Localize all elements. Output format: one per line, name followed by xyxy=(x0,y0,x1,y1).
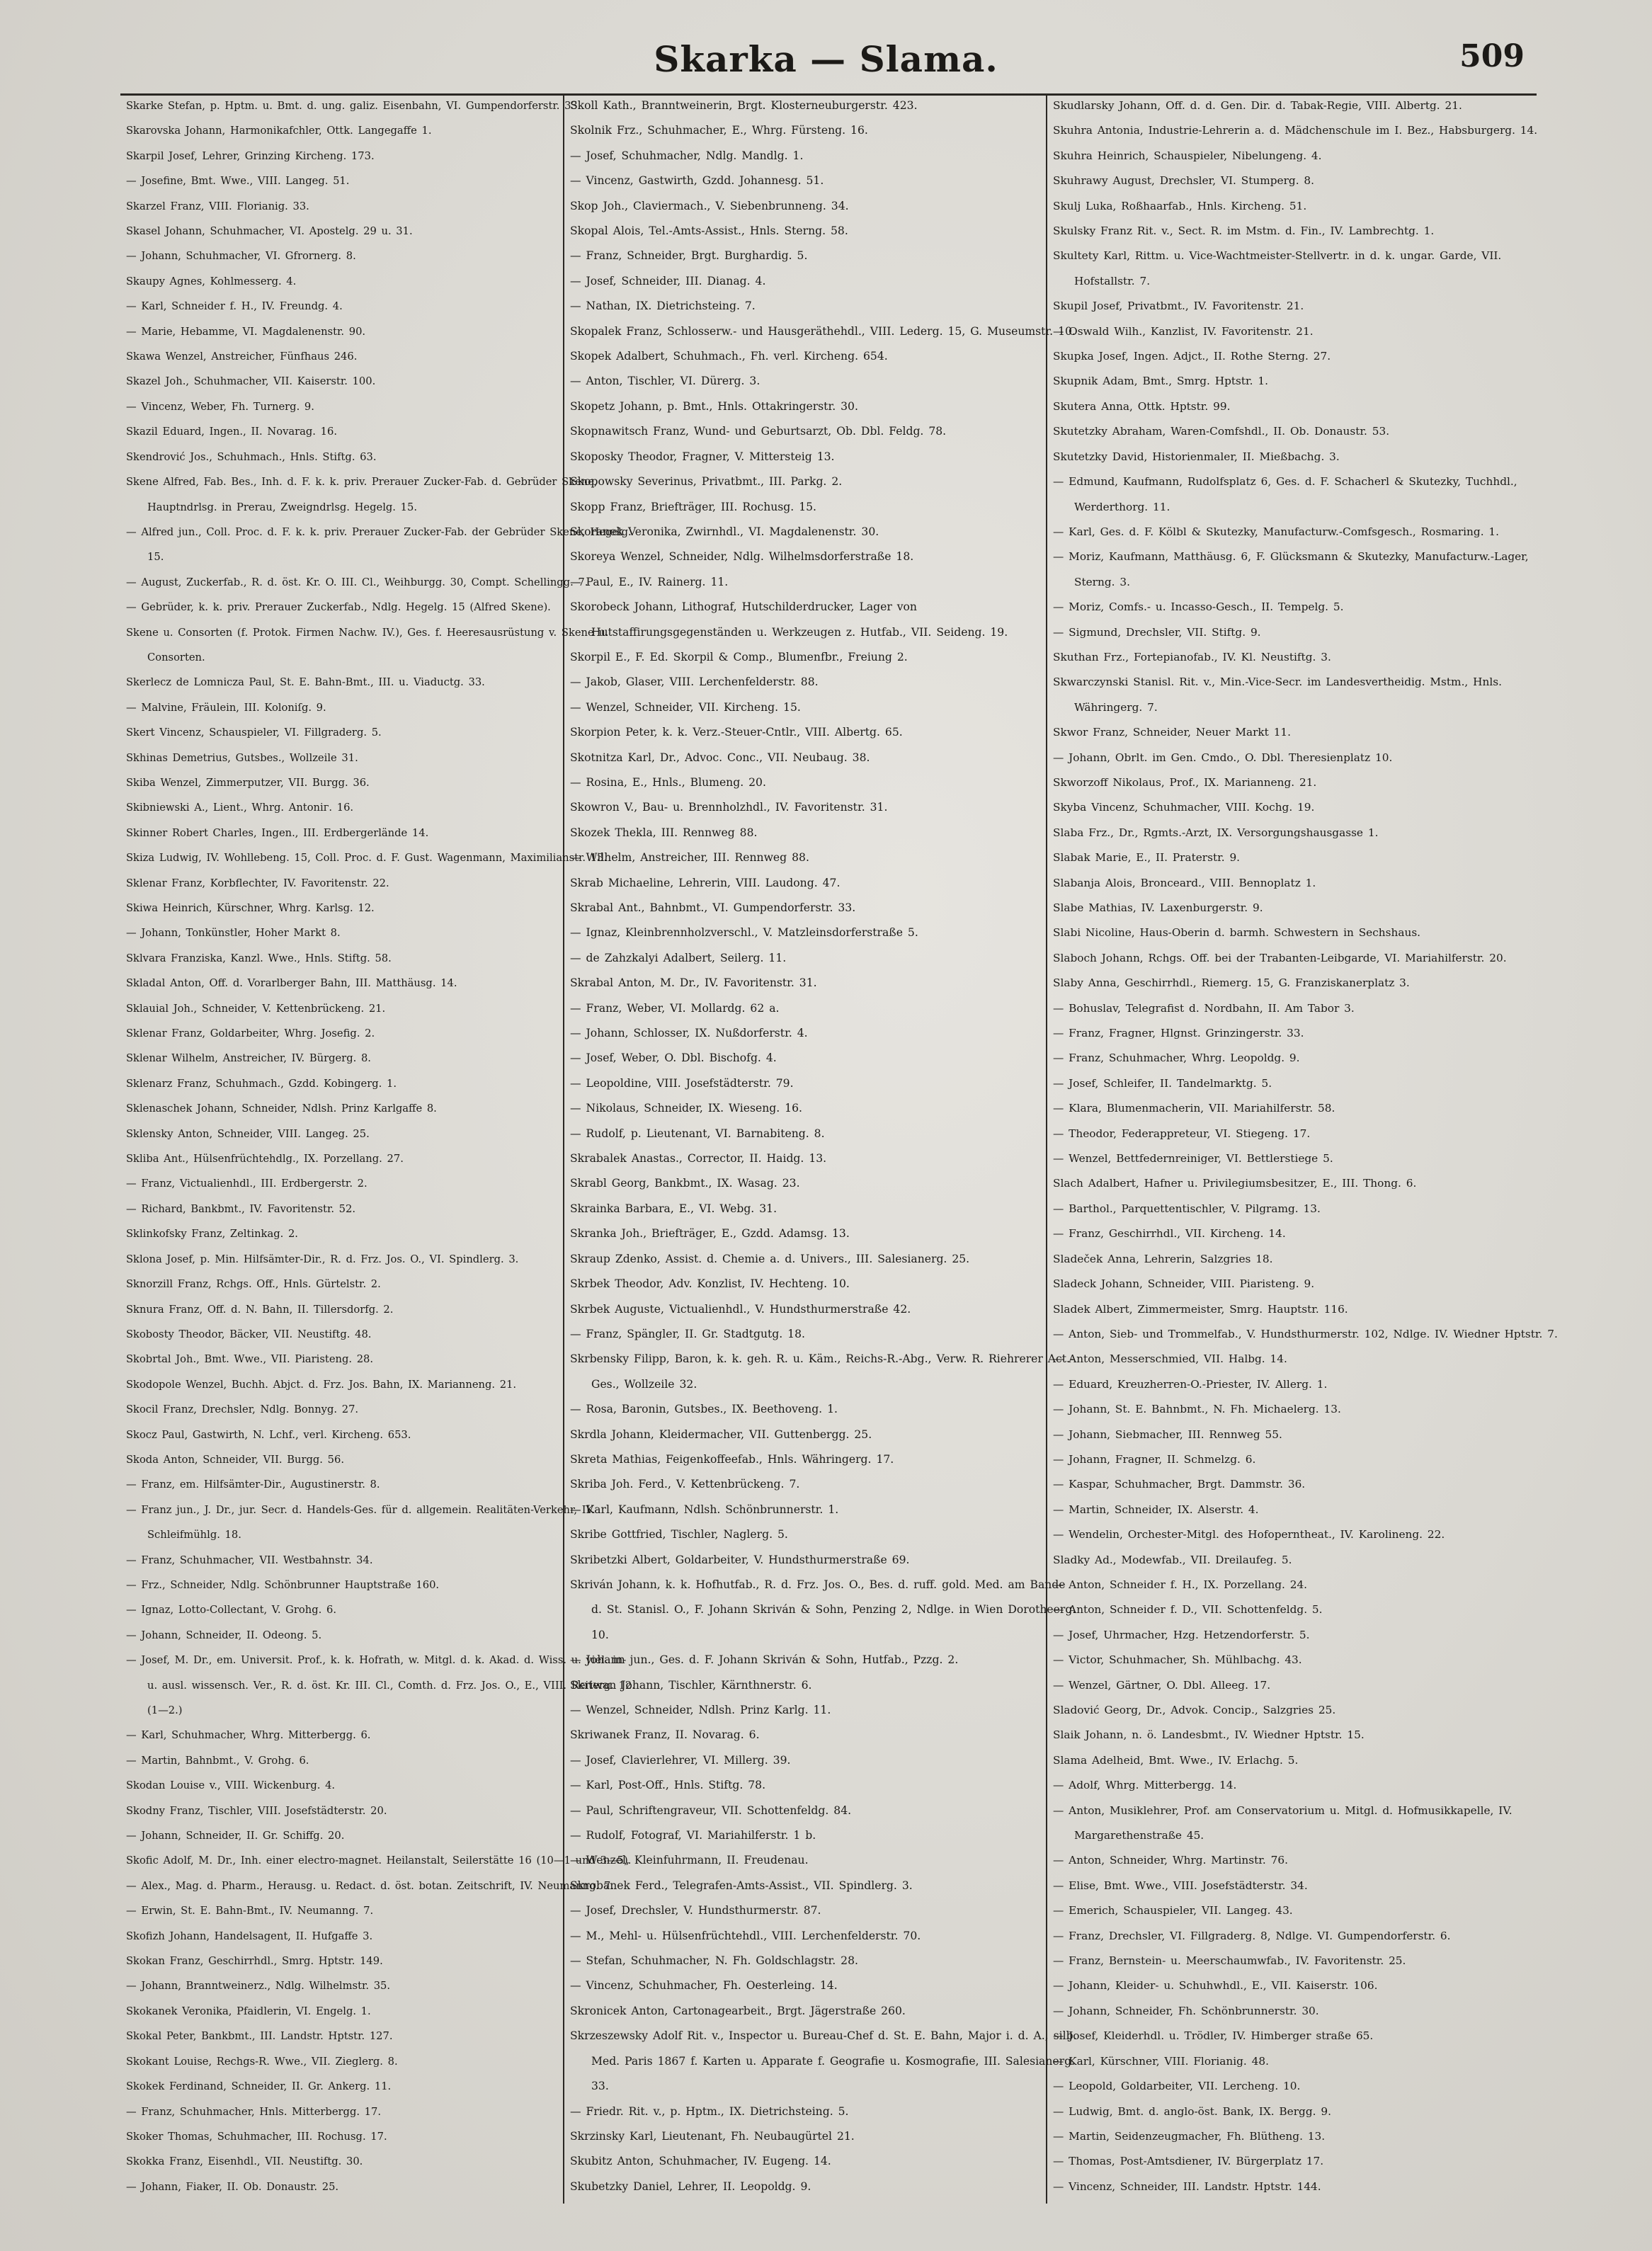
directory-entry: — Johann, Schuhmacher, VI. Gfrornerg. 8. xyxy=(126,250,356,263)
directory-entry: Skawa Wenzel, Anstreicher, Fünfhaus 246. xyxy=(126,351,358,363)
directory-entry: Skulsky Franz Rit. v., Sect. R. im Mstm. d. Fin., IV. Lambrechtg. 1. xyxy=(1053,224,1435,238)
directory-entry: — Klara, Blumenmacherin, VII. Mariahilferstr. 58. xyxy=(1053,1102,1335,1115)
directory-entry: — Wenzel, Bettfedernreiniger, VI. Bettlerstiege 5. xyxy=(1053,1152,1333,1166)
directory-entry: Slabanja Alois, Bronceard., VIII. Bennoplatz 1. xyxy=(1053,876,1316,889)
directory-entry: — Wenzel, Gärtner, O. Dbl. Alleeg. 17. xyxy=(1053,1678,1271,1692)
directory-entry: — Anton, Schneider f. H., IX. Porzellang. 24. xyxy=(1053,1578,1308,1591)
directory-entry: Skoda Anton, Schneider, VII. Burgg. 56. xyxy=(126,1453,344,1466)
page-title: Skarka — Slama. xyxy=(654,38,998,80)
directory-entry: — Franz, Spängler, II. Gr. Stadtgutg. 18. xyxy=(570,1327,805,1340)
directory-entry: Skodan Louise v., VIII. Wickenburg. 4. xyxy=(126,1779,336,1792)
directory-entry: — Ignaz, Kleinbrennholzverschl., V. Matzleinsdorferstraße 5. xyxy=(570,926,918,940)
directory-entry: — Rosa, Baronin, Gutsbes., IX. Beethoveng. 1. xyxy=(570,1403,838,1416)
directory-entry: Sladek Albert, Zimmermeister, Smrg. Hauptstr. 116. xyxy=(1053,1302,1348,1316)
directory-entry: Slaba Frz., Dr., Rgmts.-Arzt, IX. Versorgungshausgasse 1. xyxy=(1053,826,1379,839)
directory-entry: Slaby Anna, Geschirrhdl., Riemerg. 15, G. Franziskanerplatz 3. xyxy=(1053,976,1410,990)
directory-entry: Skrabalek Anastas., Corrector, II. Haidg. 13. xyxy=(570,1152,827,1166)
directory-entry: Skupka Josef, Ingen. Adjct., II. Rothe Sterng. 27. xyxy=(1053,350,1331,363)
directory-entry: — Franz, Fragner, Hlgnst. Grinzingerstr. 33. xyxy=(1053,1027,1304,1040)
directory-entry: Skotnitza Karl, Dr., Advoc. Conc., VII. Neubaug. 38. xyxy=(570,751,870,764)
directory-entry: — Jakob, Glaser, VIII. Lerchenfelderstr. 88. xyxy=(570,676,819,689)
directory-entry: — Nathan, IX. Dietrichsteing. 7. xyxy=(570,300,756,313)
directory-entry: — Friedr. Rit. v., p. Hptm., IX. Dietrichsteing. 5. xyxy=(570,2104,849,2118)
directory-entry: — Moriz, Comfs.- u. Incasso-Gesch., II. Tempelg. 5. xyxy=(1053,600,1344,614)
directory-entry: — Franz, Bernstein- u. Meerschaumwfab., IV. Favoritenstr. 25. xyxy=(1053,1954,1406,1968)
directory-entry: Skriván Johann, k. k. Hofhutfab., R. d. Frz. Jos. O., Bes. d. ruff. gold. Med. am Bande d. St. Stanisl. O., F. Johann Skriván & Sohn, Penzing 2, Ndlge. in Wien Dorotheerg. 10. xyxy=(570,1578,1076,1641)
directory-entry: Skokek Ferdinand, Schneider, II. Gr. Ankerg. 11. xyxy=(126,2080,392,2093)
directory-entry: — Gebrüder, k. k. priv. Prerauer Zuckerfab., Ndlg. Hegelg. 15 (Alfred Skene). xyxy=(126,601,551,614)
directory-entry: Skrabal Ant., Bahnbmt., VI. Gumpendorferstr. 33. xyxy=(570,901,856,914)
directory-entry: — Franz, Drechsler, VI. Fillgraderg. 8, Ndlge. VI. Gumpendorferstr. 6. xyxy=(1053,1929,1451,1942)
directory-entry: Skoreya Wenzel, Schneider, Ndlg. Wilhelmsdorferstraße 18. xyxy=(570,550,914,564)
directory-entry: Skribetzki Albert, Goldarbeiter, V. Hundsthurmerstraße 69. xyxy=(570,1553,910,1566)
directory-entry: — Johann, Schneider, II. Odeong. 5. xyxy=(126,1629,322,1641)
directory-entry: — Martin, Seidenzeugmacher, Fh. Blütheng. 13. xyxy=(1053,2129,1326,2143)
directory-entry: — August, Zuckerfab., R. d. öst. Kr. O. III. Cl., Weihburgg. 30, Compt. Schellingg. 7. xyxy=(126,576,588,588)
directory-entry: — Emerich, Schauspieler, VII. Langeg. 43. xyxy=(1053,1904,1293,1917)
directory-entry: — Karl, Kaufmann, Ndlsh. Schönbrunnerstr. 1. xyxy=(570,1503,839,1516)
directory-entry: — Josef, Schuhmacher, Ndlg. Mandlg. 1. xyxy=(570,149,804,162)
directory-entry: Skwor Franz, Schneider, Neuer Markt 11. xyxy=(1053,726,1292,739)
directory-entry: — Johann, Fragner, II. Schmelzg. 6. xyxy=(1053,1452,1256,1466)
directory-entry: — Johann, Tonkünstler, Hoher Markt 8. xyxy=(126,927,341,940)
directory-entry: Skreta Mathias, Feigenkoffeefab., Hnls. Währingerg. 17. xyxy=(570,1452,894,1466)
directory-entry: Skopnawitsch Franz, Wund- und Geburtsarzt, Ob. Dbl. Feldg. 78. xyxy=(570,425,947,438)
directory-entry: Skhinas Demetrius, Gutsbes., Wollzeile 31. xyxy=(126,751,358,764)
directory-entry: Skokanek Veronika, Pfaidlerin, VI. Engelg. 1. xyxy=(126,2005,371,2017)
directory-entry: — Franz, Schuhmacher, Hnls. Mitterbergg. 17. xyxy=(126,2105,382,2118)
directory-entry: — Johann, Obrlt. im Gen. Cmdo., O. Dbl. Theresienplatz 10. xyxy=(1053,751,1393,764)
directory-entry: — Adolf, Whrg. Mitterbergg. 14. xyxy=(1053,1779,1237,1792)
directory-entry: — Franz, em. Hilfsämter-Dir., Augustinerstr. 8. xyxy=(126,1478,380,1491)
directory-entry: Skodny Franz, Tischler, VIII. Josefstädterstr. 20. xyxy=(126,1804,387,1817)
directory-entry: — Anton, Musiklehrer, Prof. am Conservatorium u. Mitgl. d. Hofmusikkapelle, IV. Margarethenstraße 45. xyxy=(1053,1803,1513,1842)
directory-entry: Skopalek Franz, Schlosserw.- und Hausgeräthehdl., VIII. Lederg. 15, G. Museumstr. 10. xyxy=(570,324,1076,338)
directory-entry: — Nikolaus, Schneider, IX. Wieseng. 16. xyxy=(570,1102,802,1115)
directory-entry: — Kaspar, Schuhmacher, Brgt. Dammstr. 36. xyxy=(1053,1478,1306,1491)
column-left xyxy=(126,93,636,2199)
directory-entry: — Johann, Kleider- u. Schuhwhdl., E., VII. Kaiserstr. 106. xyxy=(1053,1979,1378,1993)
directory-entry: Skrab Michaeline, Lehrerin, VIII. Laudong. 47. xyxy=(570,876,841,889)
directory-entry: — Martin, Schneider, IX. Alserstr. 4. xyxy=(1053,1503,1259,1516)
directory-entry: Sklvara Franziska, Kanzl. Wwe., Hnls. Stiftg. 58. xyxy=(126,952,392,964)
directory-entry: Sklauial Joh., Schneider, V. Kettenbrückeng. 21. xyxy=(126,1002,386,1015)
directory-entry: — Johann, Schneider, Fh. Schönbrunnerstr. 30. xyxy=(1053,2004,1319,2017)
directory-entry: Sklenaschek Johann, Schneider, Ndlsh. Prinz Karlgaffe 8. xyxy=(126,1102,437,1115)
directory-entry: Skranka Joh., Briefträger, E., Gzdd. Adamsg. 13. xyxy=(570,1227,850,1241)
directory-entry: Skofic Adolf, M. Dr., Inh. einer electro-magnet. Heilanstalt, Seilerstätte 16 (10—1 und 3—5). xyxy=(126,1854,632,1867)
directory-entry: — Franz, Schuhmacher, VII. Westbahnstr. 34. xyxy=(126,1554,373,1566)
directory-entry: Sklenar Franz, Korbflechter, IV. Favoritenstr. 22. xyxy=(126,877,389,889)
directory-entry: Skokal Peter, Bankbmt., III. Landstr. Hptstr. 127. xyxy=(126,2030,393,2043)
directory-entry: Skrabl Georg, Bankbmt., IX. Wasag. 23. xyxy=(570,1177,800,1190)
directory-entry: Skraup Zdenko, Assist. d. Chemie a. d. Univers., III. Salesianerg. 25. xyxy=(570,1252,970,1265)
directory-entry: Skene Alfred, Fab. Bes., Inh. d. F. k. k. priv. Prerauer Zucker-Fab. d. Gebrüder Skene, Hauptndrlsg. in Prerau, Zweigndrlsg. Hegelg. 15. xyxy=(126,476,598,513)
directory-entry: — Wenzel, Schneider, Ndlsh. Prinz Karlg. 11. xyxy=(570,1704,831,1716)
directory-entry: Skazil Eduard, Ingen., II. Novarag. 16. xyxy=(126,426,338,438)
directory-entry: Skuhra Heinrich, Schauspieler, Nibelungeng. 4. xyxy=(1053,149,1322,162)
directory-entry: Skrzinsky Karl, Lieutenant, Fh. Neubaugürtel 21. xyxy=(570,2129,855,2143)
directory-entry: — Edmund, Kaufmann, Rudolfsplatz 6, Ges. d. F. Schacherl & Skutezky, Tuchhdl., Werderthorg. 11. xyxy=(1053,475,1517,513)
directory-entry: Skriwan Johann, Tischler, Kärnthnerstr. 6. xyxy=(570,1678,812,1692)
directory-entry: — Rudolf, Fotograf, VI. Mariahilferstr. 1 b. xyxy=(570,1829,816,1842)
directory-entry: — Moriz, Kaufmann, Matthäusg. 6, F. Glücksmann & Skutezky, Manufacturw.-Lager, Sterng. 3. xyxy=(1053,550,1529,588)
directory-entry: — Paul, Schriftengraveur, VII. Schottenfeldg. 84. xyxy=(570,1803,852,1817)
directory-entry: — Johann, St. E. Bahnbmt., N. Fh. Michaelerg. 13. xyxy=(1053,1403,1341,1416)
directory-entry: — de Zahzkalyi Adalbert, Seilerg. 11. xyxy=(570,951,787,964)
directory-entry: — Rudolf, p. Lieutenant, VI. Barnabiteng. 8. xyxy=(570,1127,825,1140)
directory-entry: Skriba Joh. Ferd., V. Kettenbrückeng. 7. xyxy=(570,1478,800,1491)
directory-entry: Skrbek Theodor, Adv. Konzlist, IV. Hechteng. 10. xyxy=(570,1277,850,1291)
directory-entry: — Johann, Schlosser, IX. Nußdorferstr. 4. xyxy=(570,1027,808,1040)
directory-entry: — Franz jun., J. Dr., jur. Secr. d. Handels-Ges. für d. allgemein. Realitäten-Verkehr, IV. Schleifmühlg. 18. xyxy=(126,1503,596,1541)
directory-entry: — Johann, Branntweinerz., Ndlg. Wilhelmstr. 35. xyxy=(126,1980,391,1993)
directory-entry: Skubetzky Daniel, Lehrer, II. Leopoldg. 9. xyxy=(570,2179,811,2193)
directory-entry: — Franz, Weber, VI. Mollardg. 62 a. xyxy=(570,1001,780,1015)
directory-entry: — Anton, Tischler, VI. Dürerg. 3. xyxy=(570,375,761,388)
directory-entry: — Josef, Schneider, III. Dianag. 4. xyxy=(570,274,766,287)
directory-entry: Sklona Josef, p. Min. Hilfsämter-Dir., R. d. Frz. Jos. O., VI. Spindlerg. 3. xyxy=(126,1253,519,1265)
directory-entry: — Josef, Clavierlehrer, VI. Millerg. 39. xyxy=(570,1753,791,1767)
directory-entry: — Karl, Schuhmacher, Whrg. Mitterbergg. 6. xyxy=(126,1729,371,1742)
directory-entry: Slabak Marie, E., II. Praterstr. 9. xyxy=(1053,851,1241,865)
directory-entry: Skert Vincenz, Schauspieler, VI. Fillgraderg. 5. xyxy=(126,726,382,739)
directory-entry: — Stefan, Schuhmacher, N. Fh. Goldschlagstr. 28. xyxy=(570,1954,858,1968)
directory-entry: — Bohuslav, Telegrafist d. Nordbahn, II. Am Tabor 3. xyxy=(1053,1001,1355,1015)
directory-entry: Skudlarsky Johann, Off. d. d. Gen. Dir. d. Tabak-Regie, VIII. Albertg. 21. xyxy=(1053,99,1462,112)
directory-entry: Skarovska Johann, Harmonikafchler, Ottk. Langegaffe 1. xyxy=(126,125,432,137)
directory-entry: Skobosty Theodor, Bäcker, VII. Neustiftg. 48. xyxy=(126,1328,372,1340)
directory-entry: — Karl, Kürschner, VIII. Florianig. 48. xyxy=(1053,2054,1269,2068)
directory-entry: — Josef, Uhrmacher, Hzg. Hetzendorferstr. 5. xyxy=(1053,1628,1310,1641)
directory-entry: — Victor, Schuhmacher, Sh. Mühlbachg. 43. xyxy=(1053,1653,1302,1667)
directory-entry: Skop Joh., Claviermach., V. Siebenbrunneng. 34. xyxy=(570,199,849,212)
directory-entry: Sknorzill Franz, Rchgs. Off., Hnls. Gürtelstr. 2. xyxy=(126,1278,381,1291)
directory-entry: Skiba Wenzel, Zimmerputzer, VII. Burgg. 36. xyxy=(126,776,370,789)
directory-entry: — Josef, Drechsler, V. Hundsthurmerstr. 87. xyxy=(570,1904,821,1917)
directory-entry: Skopetz Johann, p. Bmt., Hnls. Ottakringerstr. 30. xyxy=(570,399,858,413)
directory-entry: — Josef, Kleiderhdl. u. Trödler, IV. Himberger straße 65. xyxy=(1053,2029,1374,2043)
directory-entry: — Vincenz, Weber, Fh. Turnerg. 9. xyxy=(126,400,314,413)
directory-entry: — Wendelin, Orchester-Mitgl. des Hofoperntheat., IV. Karolineng. 22. xyxy=(1053,1528,1445,1541)
directory-entry: Skyba Vincenz, Schuhmacher, VIII. Kochg. 19. xyxy=(1053,801,1315,814)
directory-entry: — Paul, E., IV. Rainerg. 11. xyxy=(570,575,729,588)
directory-entry: — Franz, Victualienhdl., III. Erdbergerstr. 2. xyxy=(126,1178,368,1190)
directory-entry: Skazel Joh., Schuhmacher, VII. Kaiserstr. 100. xyxy=(126,375,376,388)
directory-entry: Sklenar Wilhelm, Anstreicher, IV. Bürgerg. 8. xyxy=(126,1052,371,1065)
directory-entry: — Josef, M. Dr., em. Universit. Prof., k. k. Hofrath, w. Mitgl. d. k. Akad. d. Wiss. u. viel. in- u. ausl. wissensch. Ver., R. d. öst. Kr. III. Cl., Comth. d. Frz. Jos. O., E., VIII. Reiterg. 12. (1—2.) xyxy=(126,1654,635,1716)
directory-entry: — Leopoldine, VIII. Josefstädterstr. 79. xyxy=(570,1076,794,1090)
directory-entry: Skarpil Josef, Lehrer, Grinzing Kircheng. 173. xyxy=(126,149,375,162)
directory-entry: Sknura Franz, Off. d. N. Bahn, II. Tillersdorfg. 2. xyxy=(126,1303,394,1316)
directory-entry: Skriwanek Franz, II. Novarag. 6. xyxy=(570,1728,760,1742)
directory-entry: — Erwin, St. E. Bahn-Bmt., IV. Neumanng. 7. xyxy=(126,1905,374,1917)
directory-entry: Skopal Alois, Tel.-Amts-Assist., Hnls. Sterng. 58. xyxy=(570,224,848,238)
directory-entry: Skultety Karl, Rittm. u. Vice-Wachtmeister-Stellvertr. in d. k. ungar. Garde, VII. Hofstallstr. 7. xyxy=(1053,249,1502,287)
directory-entry: — M., Mehl- u. Hülsenfrüchtehdl., VIII. Lerchenfelderstr. 70. xyxy=(570,1929,921,1942)
directory-entry: Skarzel Franz, VIII. Florianig. 33. xyxy=(126,200,309,212)
directory-entry: Slabe Mathias, IV. Laxenburgerstr. 9. xyxy=(1053,901,1263,914)
directory-entry: Sladeck Johann, Schneider, VIII. Piaristeng. 9. xyxy=(1053,1277,1315,1291)
directory-entry: Skowron V., Bau- u. Brennholzhdl., IV. Favoritenstr. 31. xyxy=(570,801,888,814)
directory-entry: — Karl, Ges. d. F. Kölbl & Skutezky, Manufacturw.-Comfsgesch., Rosmaring. 1. xyxy=(1053,525,1500,538)
directory-entry: Slaik Johann, n. ö. Landesbmt., IV. Wiedner Hptstr. 15. xyxy=(1053,1728,1365,1742)
directory-entry: — Johann, Fiaker, II. Ob. Donaustr. 25. xyxy=(126,2180,339,2193)
directory-entry: — Anton, Messerschmied, VII. Halbg. 14. xyxy=(1053,1352,1287,1366)
directory-entry: Sklensky Anton, Schneider, VIII. Langeg. 25. xyxy=(126,1127,370,1140)
directory-entry: Skinner Robert Charles, Ingen., III. Erdbergerlände 14. xyxy=(126,826,429,839)
directory-entry: Sklinkofsky Franz, Zeltinkag. 2. xyxy=(126,1228,298,1241)
directory-entry: Skoll Kath., Branntweinerin, Brgt. Klosterneuburgerstr. 423. xyxy=(570,99,918,112)
directory-entry: Skokan Franz, Geschirrhdl., Smrg. Hptstr. 149. xyxy=(126,1955,383,1968)
directory-entry: Skrbensky Filipp, Baron, k. k. geh. R. u. Käm., Reichs-R.-Abg., Verw. R. Riehrerer Act.-Ges., Wollzeile 32. xyxy=(570,1352,1074,1391)
directory-entry: Skorobeck Johann, Lithograf, Hutschilderdrucker, Lager von Hutstaffirungsgegenständen u. Werkzeugen z. Hutfab., VII. Seideng. 19. xyxy=(570,600,1008,639)
directory-entry: Sklenarz Franz, Schuhmach., Gzdd. Kobingerg. 1. xyxy=(126,1077,397,1090)
directory-entry: — Vincenz, Schuhmacher, Fh. Oesterleing. 14. xyxy=(570,1979,838,1993)
directory-entry: — Barthol., Parquettentischler, V. Pilgramg. 13. xyxy=(1053,1202,1321,1215)
directory-entry: — Leopold, Goldarbeiter, VII. Lercheng. 10. xyxy=(1053,2080,1301,2093)
directory-entry: Slama Adelheid, Bmt. Wwe., IV. Erlachg. 5. xyxy=(1053,1753,1299,1767)
directory-entry: — Anton, Schneider f. D., VII. Schottenfeldg. 5. xyxy=(1053,1603,1323,1617)
directory-entry: — Karl, Schneider f. H., IV. Freundg. 4. xyxy=(126,300,343,313)
directory-entry: Skronicek Anton, Cartonagearbeit., Brgt. Jägerstraße 260. xyxy=(570,2004,906,2017)
directory-entry: Skaupy Agnes, Kohlmesserg. 4. xyxy=(126,275,297,287)
directory-entry: — Oswald Wilh., Kanzlist, IV. Favoritenstr. 21. xyxy=(1053,324,1314,338)
directory-entry: Skodopole Wenzel, Buchh. Abjct. d. Frz. Jos. Bahn, IX. Marianneng. 21. xyxy=(126,1378,517,1391)
directory-entry: — Theodor, Federappreteur, VI. Stiegeng. 17. xyxy=(1053,1127,1311,1140)
directory-entry: Skulj Luka, Roßhaarfab., Hnls. Kircheng. 51. xyxy=(1053,199,1307,212)
directory-entry: Skrobanek Ferd., Telegrafen-Amts-Assist., VII. Spindlerg. 3. xyxy=(570,1879,913,1892)
directory-entry: — Anton, Sieb- und Trommelfab., V. Hundsthurmerstr. 102, Ndlge. IV. Wiedner Hptstr. 7. xyxy=(1053,1327,1558,1340)
directory-entry: — Wenzel, Kleinfuhrmann, II. Freudenau. xyxy=(570,1854,809,1867)
directory-entry: — Elise, Bmt. Wwe., VIII. Josefstädterstr. 34. xyxy=(1053,1879,1308,1892)
directory-entry: — Johann jun., Ges. d. F. Johann Skriván & Sohn, Hutfab., Pzzg. 2. xyxy=(570,1653,959,1667)
directory-entry: Slabi Nicoline, Haus-Oberin d. barmh. Schwestern in Sechshaus. xyxy=(1053,926,1421,940)
directory-entry: Skocil Franz, Drechsler, Ndlg. Bonnyg. 27. xyxy=(126,1403,359,1416)
directory-entry: — Franz, Geschirrhdl., VII. Kircheng. 14. xyxy=(1053,1227,1286,1241)
directory-entry: Skokant Louise, Rechgs-R. Wwe., VII. Zieglerg. 8. xyxy=(126,2055,398,2068)
directory-entry: Skupil Josef, Privatbmt., IV. Favoritenstr. 21. xyxy=(1053,300,1304,313)
directory-entry: Sladović Georg, Dr., Advok. Concip., Salzgries 25. xyxy=(1053,1704,1336,1716)
directory-entry: — Frz., Schneider, Ndlg. Schönbrunner Hauptstraße 160. xyxy=(126,1578,440,1591)
directory-entry: Skocz Paul, Gastwirth, N. Lchf., verl. Kircheng. 653. xyxy=(126,1428,411,1441)
directory-entry: Skorpil E., F. Ed. Skorpil & Comp., Blumenfbr., Freiung 2. xyxy=(570,650,908,663)
directory-entry: — Martin, Bahnbmt., V. Grohg. 6. xyxy=(126,1754,309,1767)
directory-entry: Skladal Anton, Off. d. Vorarlberger Bahn, III. Matthäusg. 14. xyxy=(126,977,457,990)
directory-entry: — Rosina, E., Hnls., Blumeng. 20. xyxy=(570,775,766,789)
directory-entry: Skrainka Barbara, E., VI. Webg. 31. xyxy=(570,1202,777,1215)
directory-entry: Skubitz Anton, Schuhmacher, IV. Eugeng. 14. xyxy=(570,2155,831,2168)
directory-entry: Skendrović Jos., Schuhmach., Hnls. Stiftg. 63. xyxy=(126,450,377,463)
directory-entry: — Eduard, Kreuzherren-O.-Priester, IV. Allerg. 1. xyxy=(1053,1377,1328,1391)
directory-entry: — Thomas, Post-Amtsdiener, IV. Bürgerplatz 17. xyxy=(1053,2155,1324,2168)
column-right xyxy=(1053,93,1563,2199)
directory-entry: — Josefine, Bmt. Wwe., VIII. Langeg. 51. xyxy=(126,175,350,188)
directory-entry: — Sigmund, Drechsler, VII. Stiftg. 9. xyxy=(1053,625,1261,639)
directory-entry: — Anton, Schneider, Whrg. Martinstr. 76. xyxy=(1053,1854,1288,1867)
directory-entry: — Marie, Hebamme, VI. Magdalenenstr. 90. xyxy=(126,325,366,338)
directory-entry: — Josef, Weber, O. Dbl. Bischofg. 4. xyxy=(570,1052,777,1065)
directory-entry: Skuhrawy August, Drechsler, VI. Stumperg. 8. xyxy=(1053,174,1315,188)
directory-entry: — Franz, Schuhmacher, Whrg. Leopoldg. 9. xyxy=(1053,1052,1300,1065)
directory-entry: Sladky Ad., Modewfab., VII. Dreilaufeg. 5. xyxy=(1053,1553,1292,1566)
page-header xyxy=(0,28,1652,92)
directory-entry: — Franz, Schneider, Brgt. Burghardig. 5. xyxy=(570,249,808,263)
directory-entry: — Karl, Post-Off., Hnls. Stiftg. 78. xyxy=(570,1779,766,1792)
directory-entry: — Vincenz, Gastwirth, Gzdd. Johannesg. 51. xyxy=(570,174,824,188)
directory-entry: Skutetzky David, Historienmaler, II. Mießbachg. 3. xyxy=(1053,450,1340,463)
directory-entry: — Alex., Mag. d. Pharm., Herausg. u. Redact. d. öst. botan. Zeitschrift, IV. Neumanng. 7. xyxy=(126,1879,614,1892)
directory-entry: Skobrtal Joh., Bmt. Wwe., VII. Piaristeng. 28. xyxy=(126,1353,374,1366)
directory-entry: — Johann, Siebmacher, III. Rennweg 55. xyxy=(1053,1427,1282,1441)
directory-entry: Skwarczynski Stanisl. Rit. v., Min.-Vice-Secr. im Landesvertheidig. Mstm., Hnls. Währingerg. 7. xyxy=(1053,676,1502,714)
directory-entry: — Vincenz, Schneider, III. Landstr. Hptstr. 144. xyxy=(1053,2179,1321,2193)
directory-entry: Skasel Johann, Schuhmacher, VI. Apostelg. 29 u. 31. xyxy=(126,225,413,238)
directory-entry: Skupnik Adam, Bmt., Smrg. Hptstr. 1. xyxy=(1053,375,1268,388)
directory-entry: Skribe Gottfried, Tischler, Naglerg. 5. xyxy=(570,1528,788,1541)
directory-entry: Sklenar Franz, Goldarbeiter, Whrg. Josefig. 2. xyxy=(126,1027,375,1040)
directory-entry: — Richard, Bankbmt., IV. Favoritenstr. 52. xyxy=(126,1202,356,1215)
directory-entry: Skiza Ludwig, IV. Wohllebeng. 15, Coll. Proc. d. F. Gust. Wagenmann, Maximilianstr. 13. xyxy=(126,852,608,865)
directory-entry: Skorpion Peter, k. k. Verz.-Steuer-Cntlr., VIII. Albertg. 65. xyxy=(570,726,903,739)
directory-entry: Skrbek Auguste, Victualienhdl., V. Hundsthurmerstraße 42. xyxy=(570,1302,911,1316)
directory-entry: Skoposky Theodor, Fragner, V. Mittersteig 13. xyxy=(570,450,835,463)
directory-entry: Skrdla Johann, Kleidermacher, VII. Guttenbergg. 25. xyxy=(570,1427,872,1441)
directory-entry: Skarke Stefan, p. Hptm. u. Bmt. d. ung. galiz. Eisenbahn, VI. Gumpendorferstr. 33. xyxy=(126,100,581,112)
directory-entry: — Alfred jun., Coll. Proc. d. F. k. k. priv. Prerauer Zucker-Fab. der Gebrüder Skene, Hegelg. 15. xyxy=(126,525,632,564)
directory-entry: — Johann, Schneider, II. Gr. Schiffg. 20. xyxy=(126,1830,345,1842)
directory-entry: Skene u. Consorten (f. Protok. Firmen Nachw. IV.), Ges. f. Heeresausrüstung v. Skene u. Consorten. xyxy=(126,626,609,663)
directory-entry: — Ludwig, Bmt. d. anglo-öst. Bank, IX. Bergg. 9. xyxy=(1053,2104,1331,2118)
page-number: 509 xyxy=(1459,38,1525,74)
directory-entry: Skozek Thekla, III. Rennweg 88. xyxy=(570,826,758,839)
directory-entry: Skoker Thomas, Schuhmacher, III. Rochusg. 17. xyxy=(126,2130,387,2143)
directory-entry: Skoranek Veronika, Zwirnhdl., VI. Magdalenenstr. 30. xyxy=(570,525,879,538)
column-middle xyxy=(570,93,1080,2199)
directory-entry: Skutetzky Abraham, Waren-Comfshdl., II. Ob. Donaustr. 53. xyxy=(1053,425,1390,438)
directory-entry: Skibniewski A., Lient., Whrg. Antoniг. 16. xyxy=(126,802,354,814)
directory-entry: — Wilhelm, Anstreicher, III. Rennweg 88. xyxy=(570,851,809,865)
directory-entry: Slaboch Johann, Rchgs. Off. bei der Trabanten-Leibgarde, VI. Mariahilferstr. 20. xyxy=(1053,951,1507,964)
directory-entry: Skutera Anna, Ottk. Hptstr. 99. xyxy=(1053,399,1231,413)
directory-entry: Slach Adalbert, Hafner u. Privilegiumsbesitzer, E., III. Thong. 6. xyxy=(1053,1177,1417,1190)
directory-entry: Skopowsky Severinus, Privatbmt., III. Parkg. 2. xyxy=(570,475,843,489)
directory-entry: Skuhra Antonia, Industrie-Lehrerin a. d. Mädchenschule im I. Bez., Habsburgerg. 14. xyxy=(1053,124,1538,137)
directory-entry: Skopek Adalbert, Schuhmach., Fh. verl. Kircheng. 654. xyxy=(570,350,888,363)
directory-entry: Skworzoff Nikolaus, Prof., IX. Marianneng. 21. xyxy=(1053,775,1317,789)
directory-entry: — Josef, Schleifer, II. Tandelmarktg. 5. xyxy=(1053,1076,1272,1090)
directory-entry: — Ignaz, Lotto-Collectant, V. Grohg. 6. xyxy=(126,1604,336,1617)
directory-entry: Skrabal Anton, M. Dr., IV. Favoritenstr. 31. xyxy=(570,976,817,990)
directory-entry: Skofizh Johann, Handelsagent, II. Hufgaffe 3. xyxy=(126,1930,373,1942)
directory-entry: Skiwa Heinrich, Kürschner, Whrg. Karlsg. 12. xyxy=(126,902,375,914)
directory-entry: Skrzeszewsky Adolf Rit. v., Inspector u. Bureau-Chef d. St. E. Bahn, Major i. d. A., silb. Med. Paris 1867 f. Karten u. Apparate f. Geografie u. Kosmografie, III. Salesianerg. 33. xyxy=(570,2029,1077,2093)
directory-entry: Skliba Ant., Hülsenfrüchtehdlg., IX. Porzellang. 27. xyxy=(126,1153,404,1166)
directory-entry: Skokka Franz, Eisenhdl., VII. Neustiftg. 30. xyxy=(126,2155,363,2168)
directory-entry: — Wenzel, Schneider, VII. Kircheng. 15. xyxy=(570,700,801,714)
directory-entry: Skuthan Frz., Fortepianofab., IV. Kl. Neustiftg. 3. xyxy=(1053,650,1331,663)
directory-entry: Skolnik Frz., Schuhmacher, E., Whrg. Fürsteng. 16. xyxy=(570,124,868,137)
directory-entry: Sladeček Anna, Lehrerin, Salzgries 18. xyxy=(1053,1252,1273,1265)
directory-entry: — Malvine, Fräulein, III. Koloniſg. 9. xyxy=(126,701,326,714)
directory-entry: Skopp Franz, Briefträger, III. Rochusg. 15. xyxy=(570,500,817,513)
directory-entry: Skerlecz de Lomnicza Paul, St. E. Bahn-Bmt., III. u. Viaductg. 33. xyxy=(126,676,485,689)
